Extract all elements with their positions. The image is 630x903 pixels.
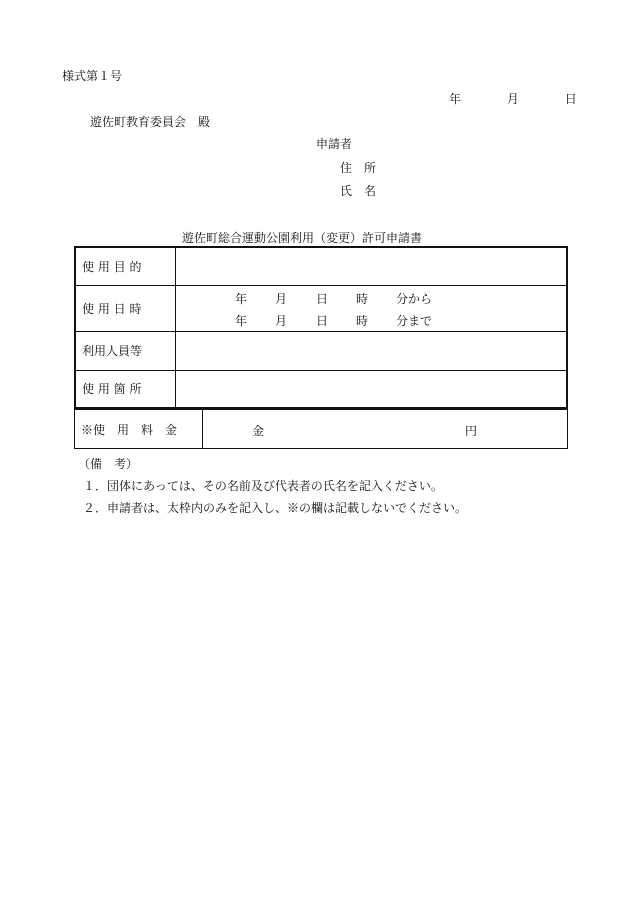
datetime-label: 使 用 日 時 [75,285,176,331]
date-month: 月 [506,92,519,106]
datetime-field[interactable] [176,285,568,331]
applicant-label: 申請者 [316,137,353,151]
date-day: 日 [564,92,577,106]
start-day: 日 [316,292,329,306]
place-field[interactable] [176,370,568,408]
fee-table [74,409,568,449]
end-day: 日 [316,314,329,328]
fee-field[interactable] [203,410,568,449]
datetime-row [75,285,567,331]
fee-row [75,410,568,449]
date-year: 年 [449,92,462,106]
purpose-row [75,247,567,285]
place-label: 使 用 箇 所 [75,370,176,408]
date-line [449,90,577,107]
datetime-start-row [176,286,566,308]
people-row [75,331,567,370]
start-year: 年 [235,292,248,306]
place-row [75,370,567,408]
note-item: ２．申請者は、太枠内のみを記入し、※の欄は記載しないでください。 [83,501,468,515]
applicant-address-label: 住 所 [340,161,377,175]
end-month: 月 [275,314,288,328]
end-year: 年 [235,314,248,328]
end-hour: 時 [356,314,369,328]
end-minute: 分まで [396,314,433,328]
fee-unit: 円 [465,424,478,438]
people-label: 利用人員等 [75,331,176,370]
form-number: 様式第１号 [62,69,123,83]
start-hour: 時 [356,292,369,306]
datetime-end-row [176,308,566,330]
document-title: 遊佐町総合運動公園利用（変更）許可申請書 [182,231,423,245]
purpose-field[interactable] [176,247,568,285]
addressee: 遊佐町教育委員会 殿 [90,115,211,129]
notes-heading: （備 考） [78,457,139,471]
applicant-name-label: 氏 名 [340,184,377,198]
start-minute: 分から [396,292,433,306]
note-item: １．団体にあっては、その名前及び代表者の氏名を記入ください。 [83,479,443,493]
purpose-label: 使 用 目 的 [75,247,176,285]
fee-prefix: 金 [252,424,265,438]
people-field[interactable] [176,331,568,370]
application-table [74,246,568,409]
start-month: 月 [275,292,288,306]
fee-label: ※使 用 料 金 [75,410,203,449]
